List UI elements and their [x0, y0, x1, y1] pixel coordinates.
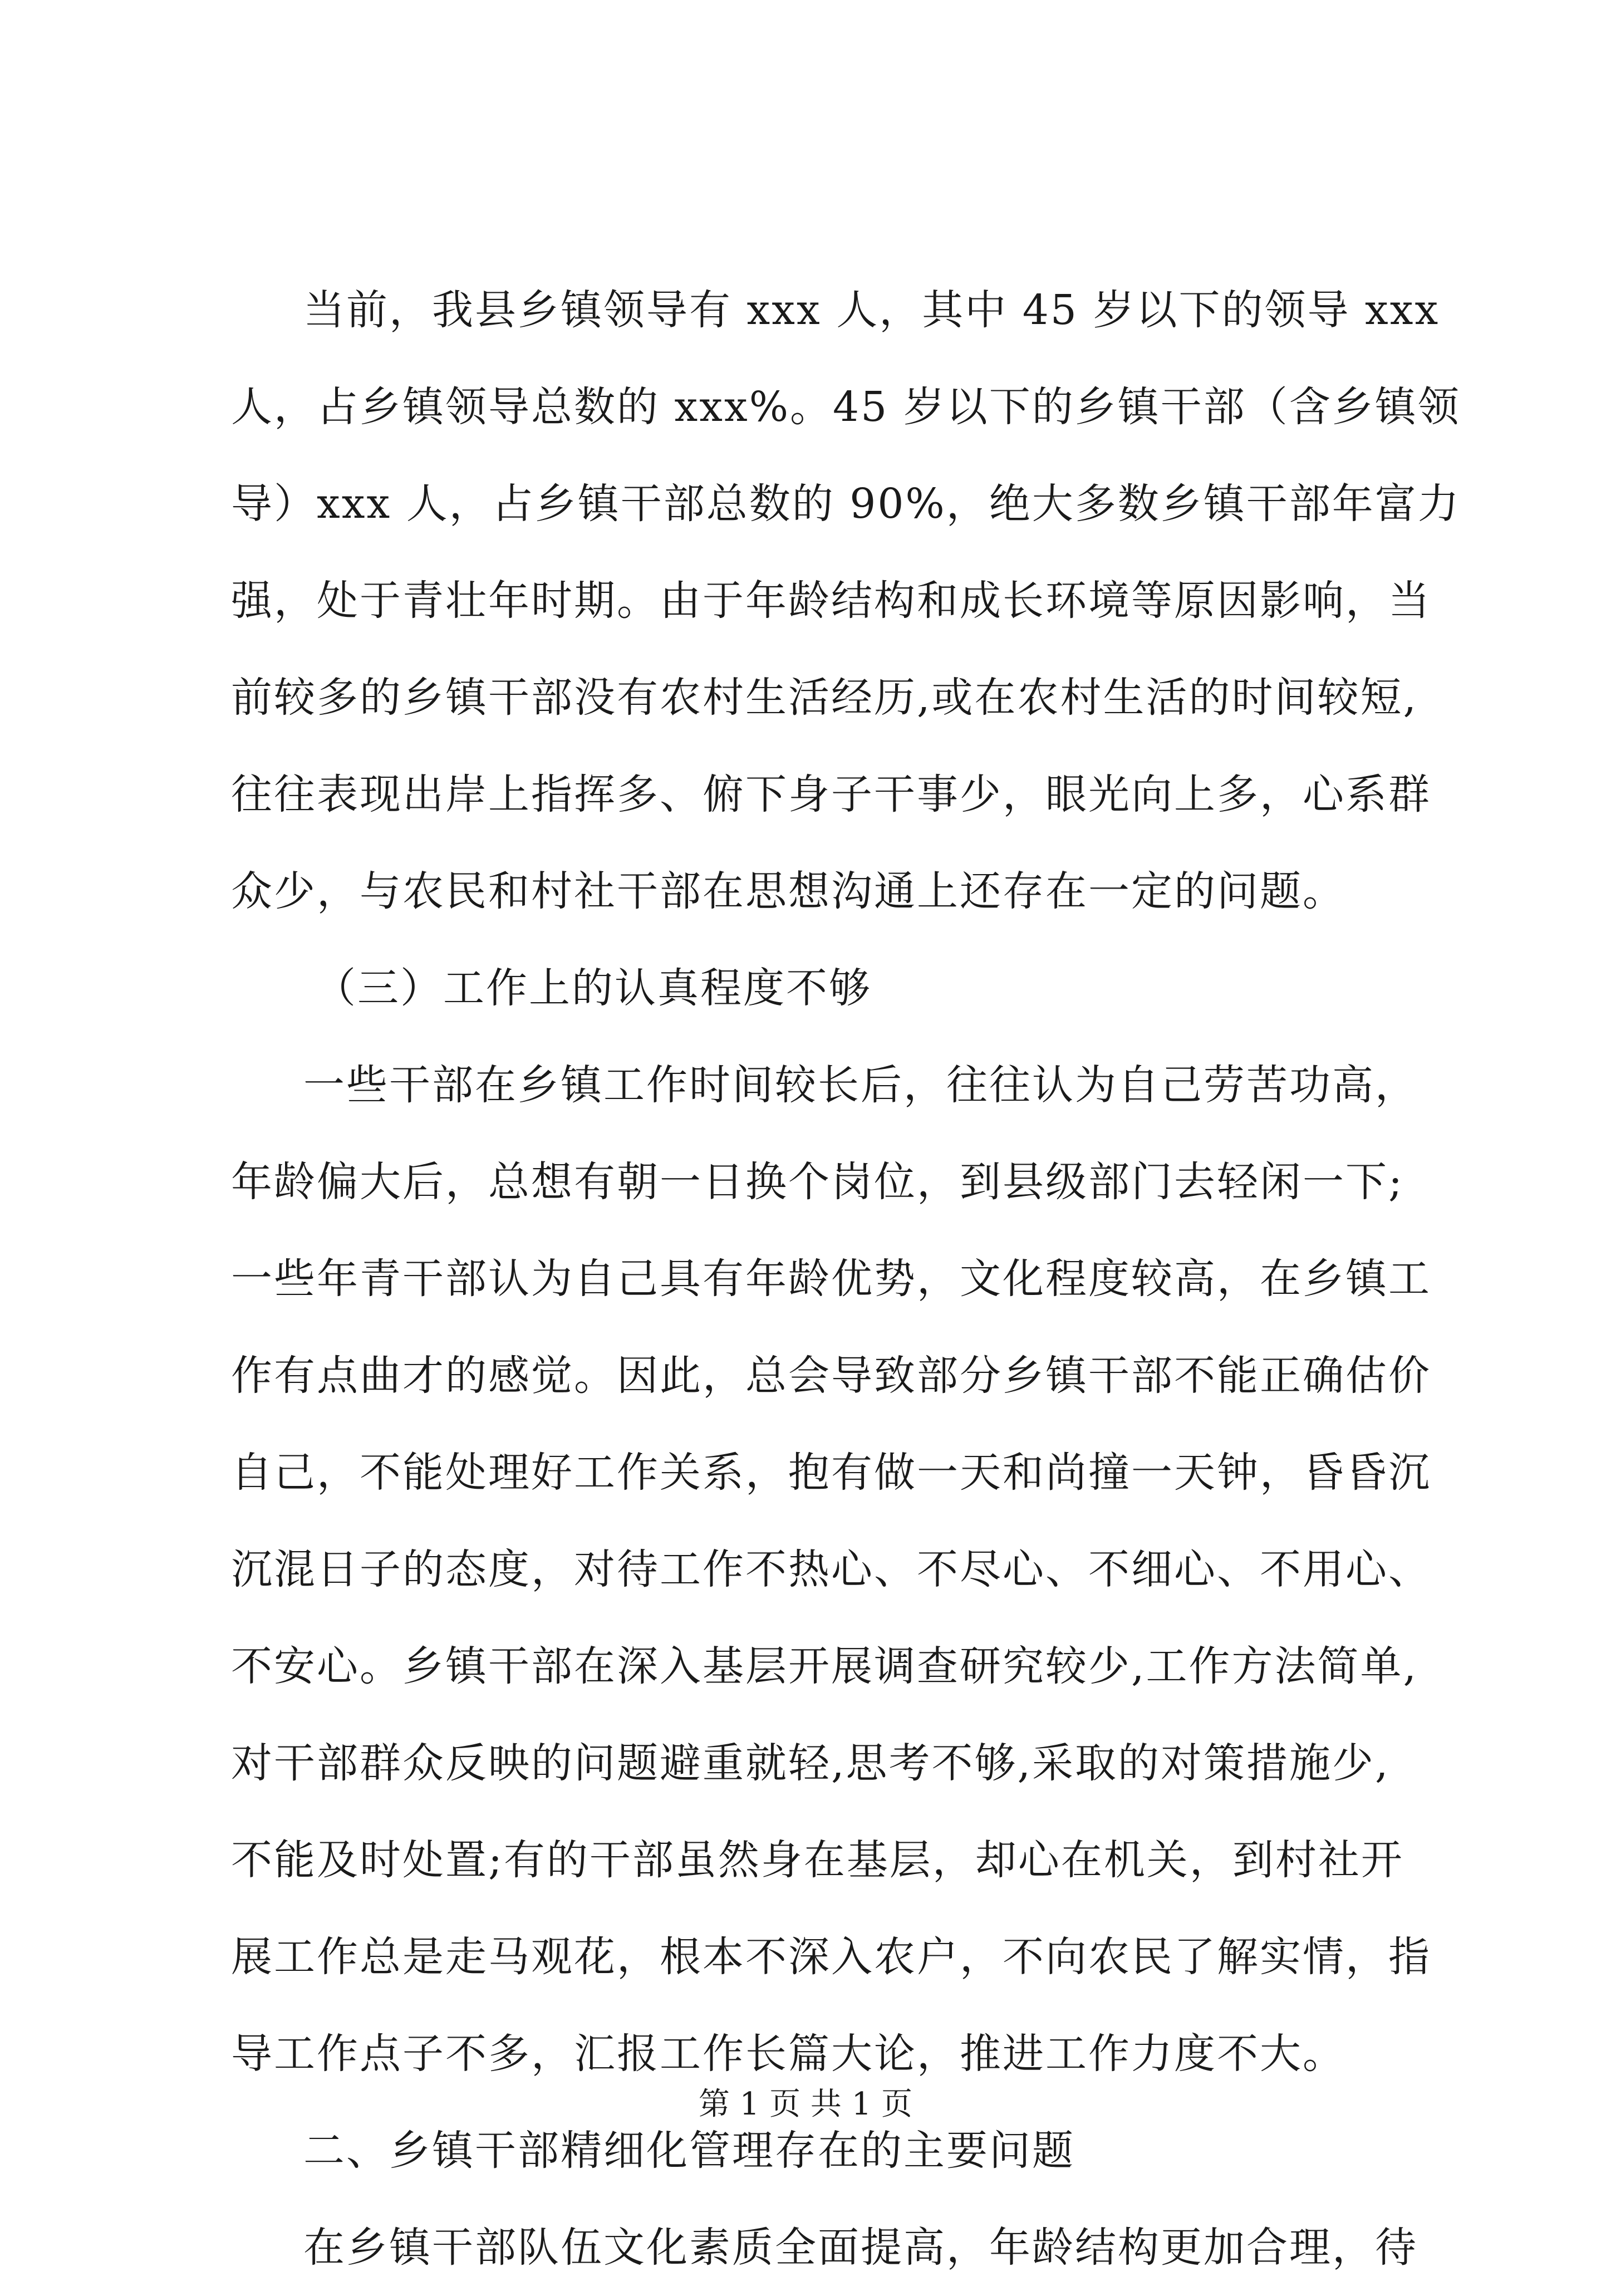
paragraph-line: 沉混日子的态度，对待工作不热心、不尽心、不细心、不用心、 — [231, 1546, 1431, 1593]
page-footer: 第 1 页 共 1 页 — [698, 2086, 913, 2122]
section-heading-3: （三）工作上的认真程度不够 — [315, 964, 872, 1012]
paragraph-line: 导）xxx 人，占乡镇干部总数的 90%，绝大多数乡镇干部年富力 — [231, 480, 1461, 528]
paragraph-line: 众少，与农民和村社干部在思想沟通上还存在一定的问题。 — [231, 867, 1345, 915]
paragraph-line: 在乡镇干部队伍文化素质全面提高，年龄结构更加合理，待 — [303, 2224, 1418, 2272]
paragraph-line: 一些干部在乡镇工作时间较长后，往往认为自己劳苦功高， — [303, 1061, 1418, 1109]
paragraph-line: 人，占乡镇领导总数的 xxx%。45 岁以下的乡镇干部（含乡镇领 — [231, 383, 1461, 431]
paragraph-line: 自己，不能处理好工作关系，抱有做一天和尚撞一天钟，昏昏沉 — [231, 1449, 1431, 1497]
paragraph-line: 导工作点子不多，汇报工作长篇大论，推进工作力度不大。 — [231, 2030, 1345, 2078]
paragraph-line: 对干部群众反映的问题避重就轻,思考不够,采取的对策措施少, — [231, 1739, 1390, 1787]
paragraph-line: 年龄偏大后，总想有朝一日换个岗位，到县级部门去轻闲一下; — [231, 1158, 1404, 1206]
paragraph-line: 不能及时处置;有的干部虽然身在基层，却心在机关，到村社开 — [231, 1836, 1404, 1884]
paragraph-line: 不安心。乡镇干部在深入基层开展调查研究较少,工作方法简单, — [231, 1642, 1418, 1690]
paragraph-line: 强，处于青壮年时期。由于年龄结构和成长环境等原因影响，当 — [231, 577, 1431, 625]
paragraph-line: 当前，我县乡镇领导有 xxx 人，其中 45 岁以下的领导 xxx — [303, 286, 1440, 334]
paragraph-line: 作有点曲才的感觉。因此，总会导致部分乡镇干部不能正确估价 — [231, 1352, 1431, 1400]
section-heading-2: 二、乡镇干部精细化管理存在的主要问题 — [303, 2127, 1075, 2175]
document-body — [231, 262, 1461, 2296]
paragraph-line: 往往表现出岸上指挥多、俯下身子干事少，眼光向上多，心系群 — [231, 771, 1431, 818]
paragraph-line: 展工作总是走马观花，根本不深入农户，不向农民了解实情，指 — [231, 1933, 1431, 1981]
paragraph-line: 一些年青干部认为自己具有年龄优势，文化程度较高，在乡镇工 — [231, 1255, 1431, 1303]
paragraph-line: 前较多的乡镇干部没有农村生活经历,或在农村生活的时间较短, — [231, 674, 1418, 722]
